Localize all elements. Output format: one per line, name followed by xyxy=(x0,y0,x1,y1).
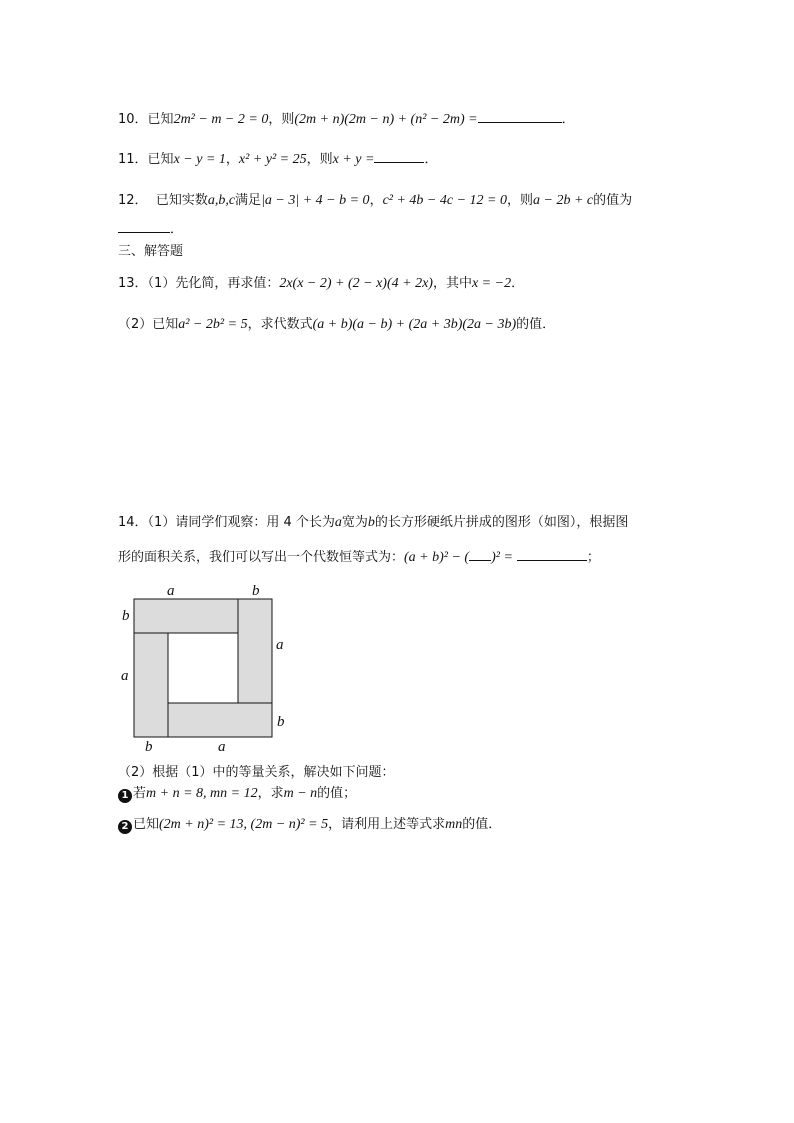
question-14-sub-2 xyxy=(118,815,501,835)
question-text: 已知 xyxy=(147,152,174,167)
math-expression: |a − 3| + 4 − b = 0 xyxy=(261,193,370,208)
math-variable: b xyxy=(367,515,375,530)
question-text: （1）请同学们观察：用 4 个长为 xyxy=(147,515,335,530)
label-right-a: a xyxy=(276,637,284,653)
label-right-b: b xyxy=(277,714,285,730)
inner-square xyxy=(168,633,238,703)
math-expression: c² + 4b − 4c − 12 = 0 xyxy=(382,193,507,208)
math-expression: m + n = 8, mn = 12 xyxy=(146,786,258,801)
answer-blank[interactable] xyxy=(374,148,424,163)
question-text: 形的面积关系，我们可以写出一个代数恒等式为： xyxy=(118,550,405,565)
question-14-sub-1 xyxy=(118,784,356,804)
punctuation: ； xyxy=(586,550,600,565)
circled-number-icon: 1 xyxy=(118,789,132,803)
question-14-line-1 xyxy=(118,513,628,533)
circled-number-icon: 2 xyxy=(118,820,132,834)
question-text: ，则 xyxy=(507,193,534,208)
punctuation: ． xyxy=(170,222,184,237)
question-11 xyxy=(118,148,437,170)
question-text: ，则 xyxy=(268,112,295,127)
punctuation: ． xyxy=(424,152,438,167)
label-left-b: b xyxy=(122,608,130,624)
question-14-line-2 xyxy=(118,546,600,568)
math-expression: (2m + n)² = 13, (2m − n)² = 5 xyxy=(159,817,329,832)
question-text: 的值． xyxy=(462,817,502,832)
question-13-part-1 xyxy=(118,274,524,294)
rect-right xyxy=(238,599,272,703)
question-text: 已知实数 xyxy=(155,193,208,208)
math-expression: (a + b)² − ( xyxy=(404,550,470,565)
question-text: 的长方形硬纸片拼成的图形（如图），根据图 xyxy=(374,515,629,530)
math-expression: 2m² − m − 2 = 0 xyxy=(173,112,269,127)
rectangle-figure xyxy=(115,580,295,755)
label-bottom-a: a xyxy=(218,739,226,755)
punctuation: ． xyxy=(561,112,575,127)
question-10 xyxy=(118,108,575,130)
question-text: （1）先化简，再求值： xyxy=(147,276,280,291)
label-left-a: a xyxy=(121,668,129,684)
punctuation: ． xyxy=(511,276,525,291)
question-text: ，请利用上述等式求 xyxy=(328,817,446,832)
math-expression: a,b,c xyxy=(207,193,236,208)
question-text: ，其中 xyxy=(432,276,472,291)
math-expression: x − y = 1 xyxy=(173,152,226,167)
question-text: ， xyxy=(225,152,239,167)
answer-blank-inner[interactable] xyxy=(469,546,491,561)
section-heading: 三、解答题 xyxy=(118,244,184,259)
rect-bottom xyxy=(168,703,272,737)
question-14-part-2: （2）根据（1）中的等量关系，解决如下问题： xyxy=(118,765,395,780)
question-12 xyxy=(118,191,632,211)
question-number: 12． xyxy=(118,193,148,208)
math-variable: a xyxy=(334,515,342,530)
question-number: 10． xyxy=(118,112,148,127)
label-bottom-b: b xyxy=(145,739,153,755)
question-text: 已知 xyxy=(147,112,174,127)
question-number: 13． xyxy=(118,276,148,291)
question-text: 满足 xyxy=(235,193,262,208)
question-number: 11． xyxy=(118,152,148,167)
question-text: ，求 xyxy=(257,786,284,801)
math-expression: a² − 2b² = 5 xyxy=(178,317,248,332)
math-expression: a − 2b + c xyxy=(533,193,594,208)
math-expression: )² = xyxy=(491,550,513,565)
math-expression: (a + b)(a − b) + (2a + 3b)(2a − 3b) xyxy=(312,317,517,332)
rect-top xyxy=(134,599,238,633)
question-text: 宽为 xyxy=(341,515,368,530)
answer-blank[interactable] xyxy=(118,218,170,233)
question-text: 的值． xyxy=(516,317,556,332)
math-expression: m − n xyxy=(283,786,318,801)
math-expression: x² + y² = 25 xyxy=(238,152,307,167)
label-top-b: b xyxy=(252,583,260,599)
math-expression: mn xyxy=(445,817,463,832)
question-number: 14． xyxy=(118,515,148,530)
math-expression: x = −2 xyxy=(471,276,512,291)
question-12-answer-line xyxy=(118,218,183,240)
math-expression: x + y = xyxy=(332,152,375,167)
label-top-a: a xyxy=(167,583,175,599)
rect-left xyxy=(134,633,168,737)
question-text: 已知 xyxy=(133,817,160,832)
question-text: ，则 xyxy=(306,152,333,167)
question-text: 的值； xyxy=(317,786,357,801)
question-text: （2）已知 xyxy=(118,317,179,332)
question-13-part-2 xyxy=(118,315,555,335)
answer-blank[interactable] xyxy=(478,108,562,123)
math-expression: (2m + n)(2m − n) + (n² − 2m) = xyxy=(294,112,478,127)
answer-blank[interactable] xyxy=(517,546,587,561)
question-text: 的值为 xyxy=(593,193,633,208)
question-text: ， xyxy=(369,193,383,208)
question-text: 若 xyxy=(133,786,147,801)
math-expression: 2x(x − 2) + (2 − x)(4 + 2x) xyxy=(279,276,433,291)
question-text: ，求代数式 xyxy=(247,317,313,332)
